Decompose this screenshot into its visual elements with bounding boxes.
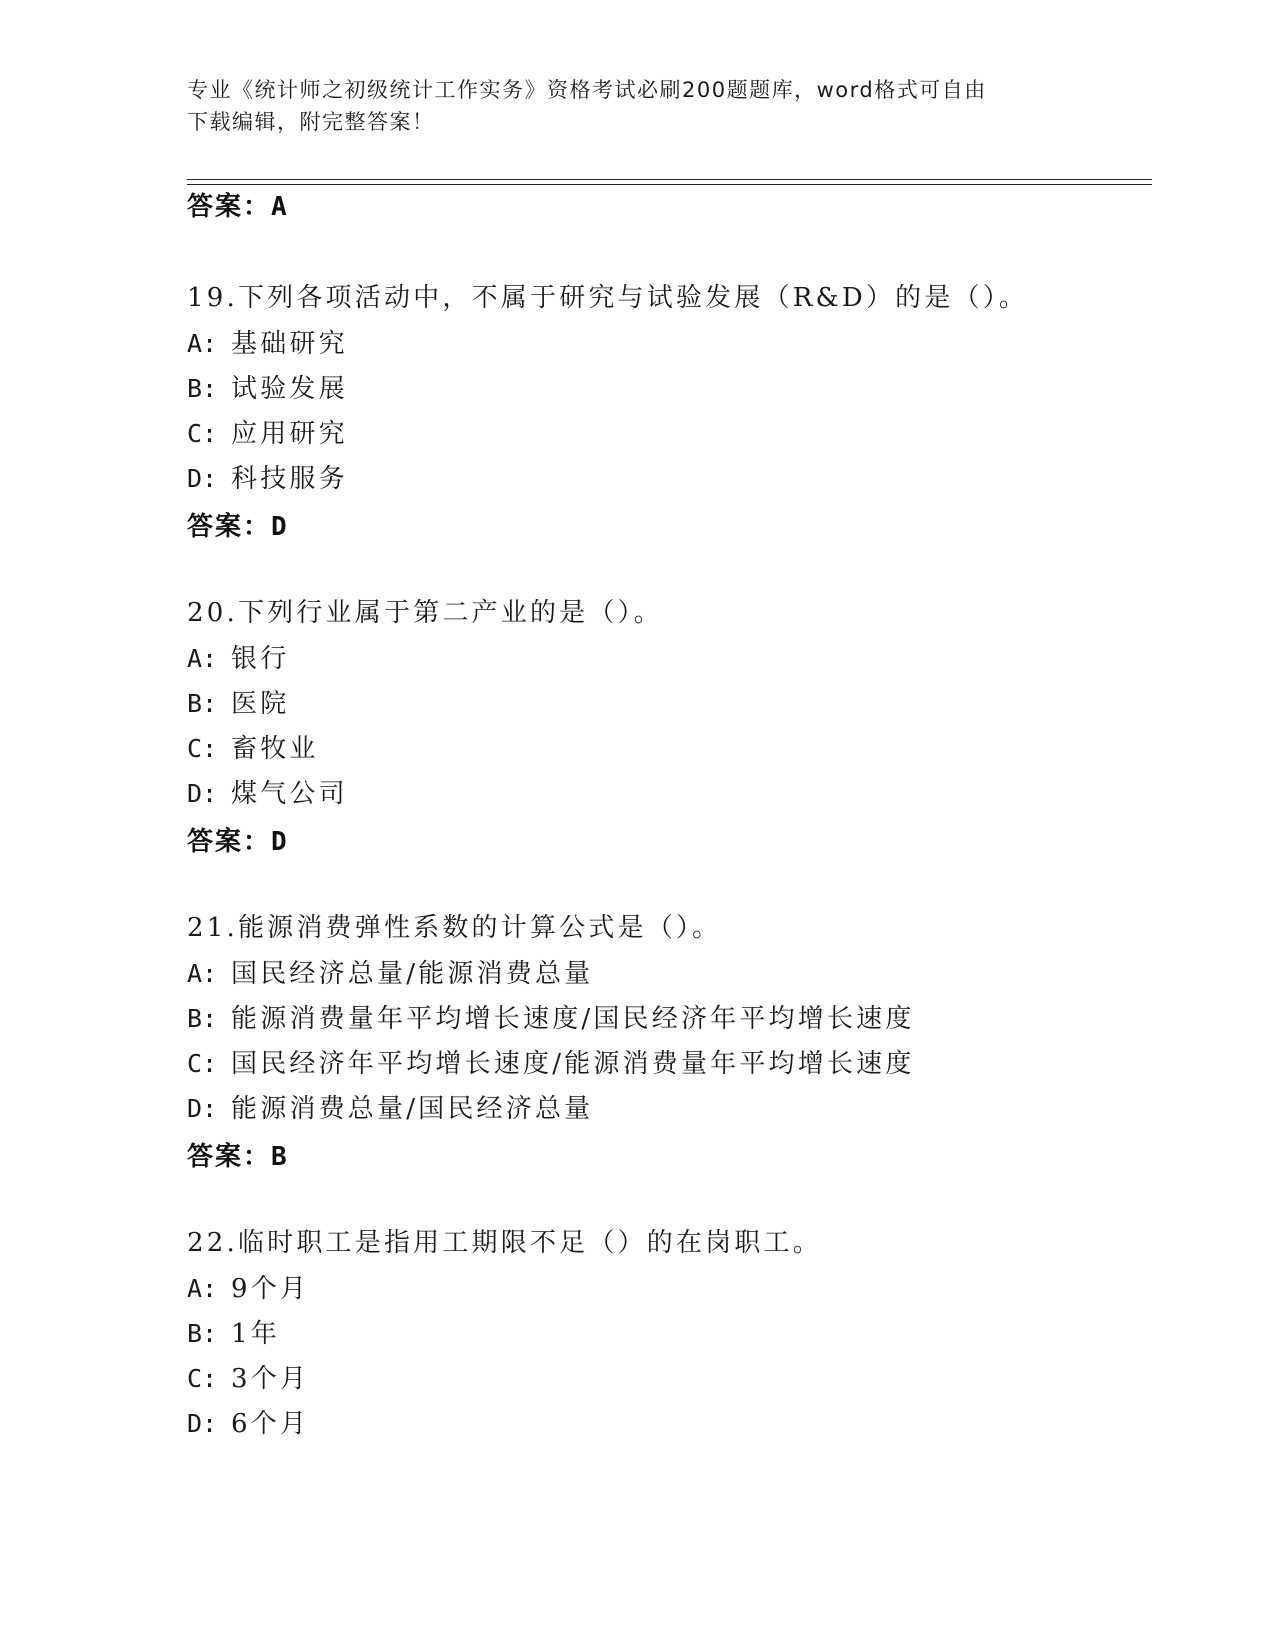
option-key: D: — [187, 1409, 218, 1438]
option-d — [187, 1401, 1152, 1446]
option-b — [187, 1311, 1152, 1356]
option-text: 国民经济总量/能源消费总量 — [231, 959, 594, 989]
question-stem: 20.下列行业属于第二产业的是（）。 — [187, 598, 663, 628]
option-b — [187, 681, 1152, 726]
option-key: D: — [187, 464, 218, 493]
question-stem: 21.能源消费弹性系数的计算公式是（）。 — [187, 913, 722, 943]
option-key: C: — [187, 734, 218, 763]
option-text: 煤气公司 — [231, 779, 348, 809]
option-key: C: — [187, 419, 218, 448]
option-text: 国民经济年平均增长速度/能源消费量年平均增长速度 — [231, 1049, 915, 1079]
option-text: 科技服务 — [231, 464, 348, 494]
option-text: 畜牧业 — [231, 734, 319, 764]
answer-label: 答案： — [187, 512, 272, 542]
option-key: C: — [187, 1049, 218, 1078]
answer-value: A — [271, 192, 289, 222]
option-key: A: — [187, 959, 218, 988]
option-text: 医院 — [231, 689, 290, 719]
option-text: 9个月 — [231, 1274, 310, 1304]
option-key: A: — [187, 644, 218, 673]
answer-value: D — [271, 512, 289, 542]
option-key: B: — [187, 1004, 218, 1033]
answer-value: B — [271, 1142, 289, 1172]
question-stem: 19.下列各项活动中，不属于研究与试验发展（R&D）的是（）。 — [187, 283, 1029, 313]
option-key: A: — [187, 329, 218, 358]
option-text: 3个月 — [231, 1364, 310, 1394]
option-key: C: — [187, 1364, 218, 1393]
question-21 — [187, 906, 1152, 1131]
option-key: B: — [187, 1319, 218, 1348]
question-20 — [187, 591, 1152, 816]
option-d — [187, 456, 1152, 501]
question-22 — [187, 1221, 1152, 1446]
option-a — [187, 951, 1152, 996]
header-divider-top — [187, 179, 1152, 180]
option-text: 6个月 — [231, 1409, 310, 1439]
option-key: B: — [187, 374, 218, 403]
option-text: 应用研究 — [231, 419, 348, 449]
option-a — [187, 636, 1152, 681]
question-stem: 22.临时职工是指用工期限不足（）的在岗职工。 — [187, 1228, 822, 1258]
option-c — [187, 1041, 1152, 1086]
answer-label: 答案： — [187, 192, 272, 222]
option-text: 银行 — [231, 644, 290, 674]
option-c — [187, 411, 1152, 456]
document-header — [187, 74, 1067, 138]
option-c — [187, 1356, 1152, 1401]
option-key: D: — [187, 1094, 218, 1123]
option-key: B: — [187, 689, 218, 718]
option-a — [187, 1266, 1152, 1311]
option-c — [187, 726, 1152, 771]
previous-answer — [187, 186, 289, 223]
option-text: 能源消费量年平均增长速度/国民经济年平均增长速度 — [231, 1004, 915, 1034]
option-text: 能源消费总量/国民经济总量 — [231, 1094, 594, 1124]
option-d — [187, 1086, 1152, 1131]
option-b — [187, 996, 1152, 1041]
answer-21 — [187, 1136, 289, 1173]
option-a — [187, 321, 1152, 366]
option-key: D: — [187, 779, 218, 808]
answer-20 — [187, 821, 289, 858]
answer-label: 答案： — [187, 827, 272, 857]
option-text: 1年 — [231, 1319, 280, 1349]
option-key: A: — [187, 1274, 218, 1303]
answer-value: D — [271, 827, 289, 857]
answer-label: 答案： — [187, 1142, 272, 1172]
header-divider-bottom — [187, 184, 1152, 185]
header-line-2: 下载编辑，附完整答案！ — [187, 110, 435, 134]
question-19 — [187, 276, 1152, 501]
option-text: 基础研究 — [231, 329, 348, 359]
answer-19 — [187, 506, 289, 543]
header-line-1: 专业《统计师之初级统计工作实务》资格考试必刷200题题库，word格式可自由 — [187, 78, 987, 102]
option-text: 试验发展 — [231, 374, 348, 404]
option-d — [187, 771, 1152, 816]
option-b — [187, 366, 1152, 411]
